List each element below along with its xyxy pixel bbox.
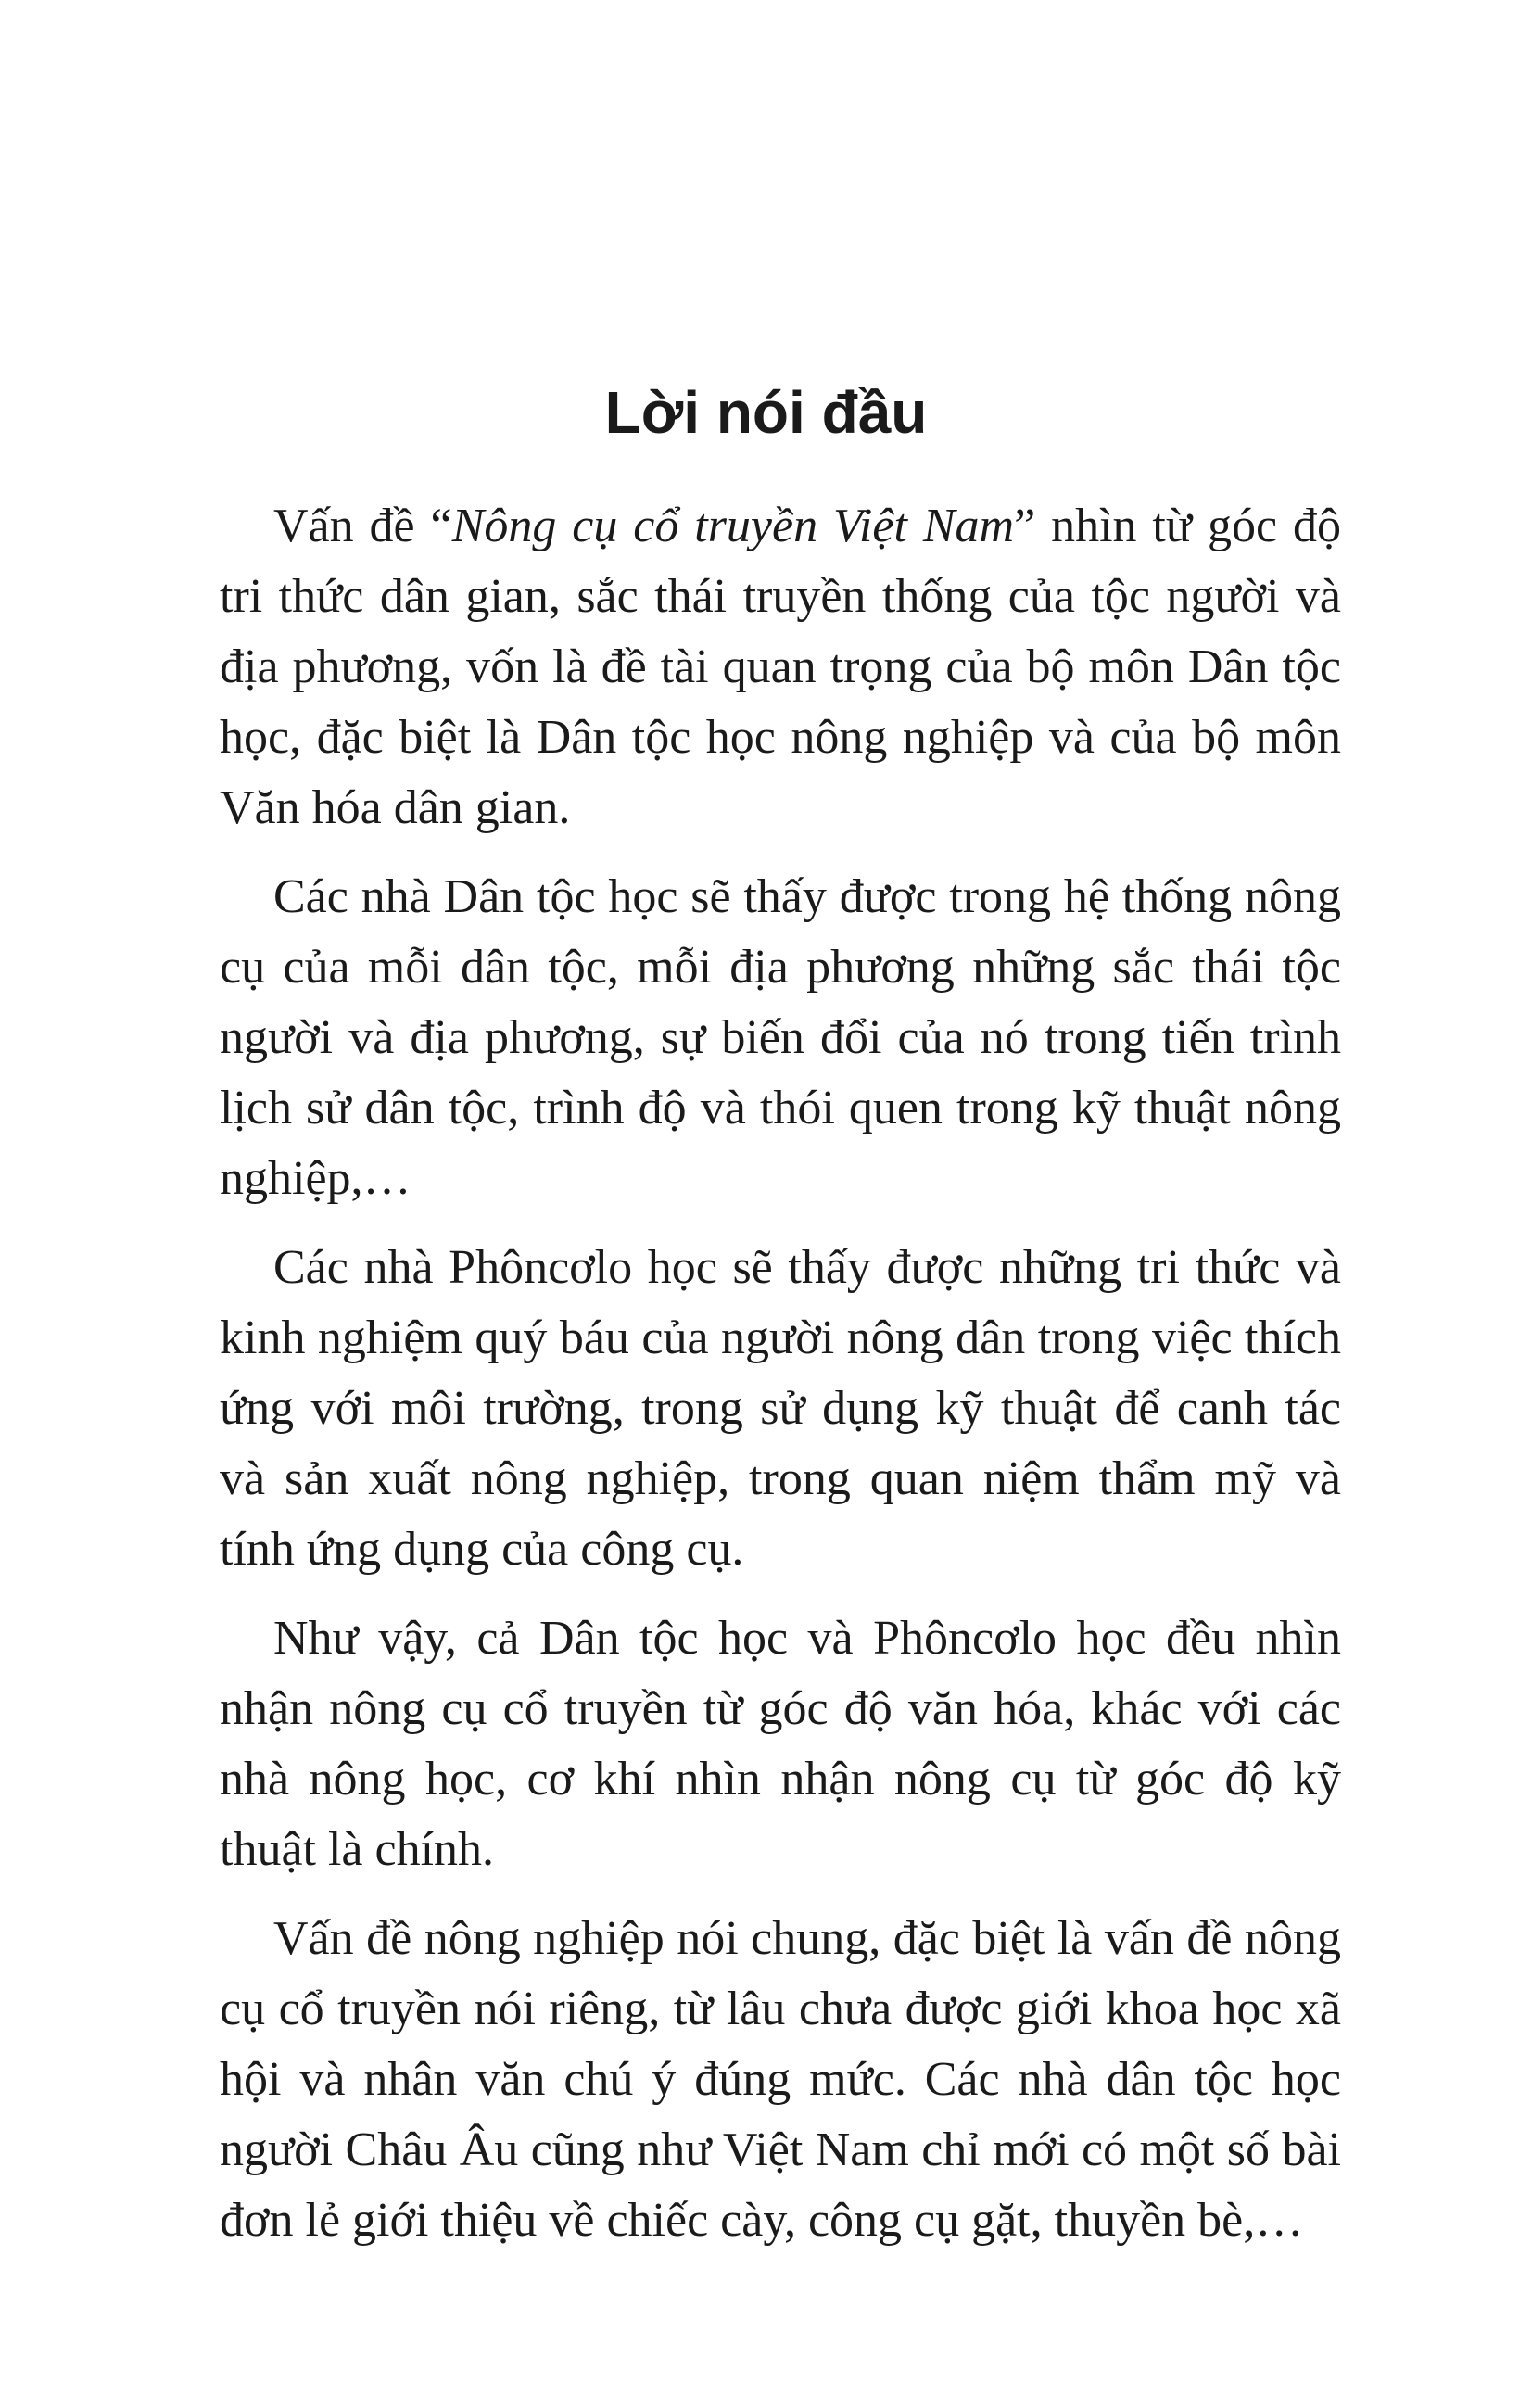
paragraph-1 bbox=[220, 491, 1341, 843]
paragraph-2: Các nhà Dân tộc học sẽ thấy được trong hệ thống nông cụ của mỗi dân tộc, mỗi địa phương những sắc thái tộc người và địa phương, sự biến đổi của nó trong tiến trình lịch sử dân tộc, trình độ và thói quen trong kỹ thuật nông nghiệp,… bbox=[220, 870, 1341, 1205]
paragraph-4: Như vậy, cả Dân tộc học và Phôncơlo học đều nhìn nhận nông cụ cổ truyền từ góc độ văn hóa, khác với các nhà nông học, cơ khí nhìn nhận nông cụ từ góc độ kỹ thuật là chính. bbox=[220, 1612, 1341, 1876]
paragraph-5: Vấn đề nông nghiệp nói chung, đặc biệt là vấn đề nông cụ cổ truyền nói riêng, từ lâu chưa được giới khoa học xã hội và nhân văn chú ý đúng mức. Các nhà dân tộc học người Châu Âu cũng như Việt Nam chỉ mới có một số bài đơn lẻ giới thiệu về chiếc cày, công cụ gặt, thuyền bè,… bbox=[220, 1912, 1341, 2247]
paragraph-3: Các nhà Phôncơlo học sẽ thấy được những tri thức và kinh nghiệm quý báu của người nông dân trong việc thích ứng với môi trường, trong sử dụng kỹ thuật để canh tác và sản xuất nông nghiệp, trong quan niệm thẩm mỹ và tính ứng dụng của công cụ. bbox=[220, 1241, 1341, 1576]
paragraph-1-lead: Vấn đề “ bbox=[273, 500, 452, 552]
body-text bbox=[220, 491, 1341, 2275]
paragraph-1-rest: ” nhìn từ góc độ tri thức dân gian, sắc thái truyền thống của tộc người và địa phương, vốn là đề tài quan trọng của bộ môn Dân tộc học, đặc biệt là Dân tộc học nông nghiệp và của bộ môn Văn hóa dân gian. bbox=[220, 500, 1341, 834]
page-title: Lời nói đầu bbox=[604, 379, 928, 446]
book-title-italic: Nông cụ cổ truyền Việt Nam bbox=[451, 500, 1015, 552]
